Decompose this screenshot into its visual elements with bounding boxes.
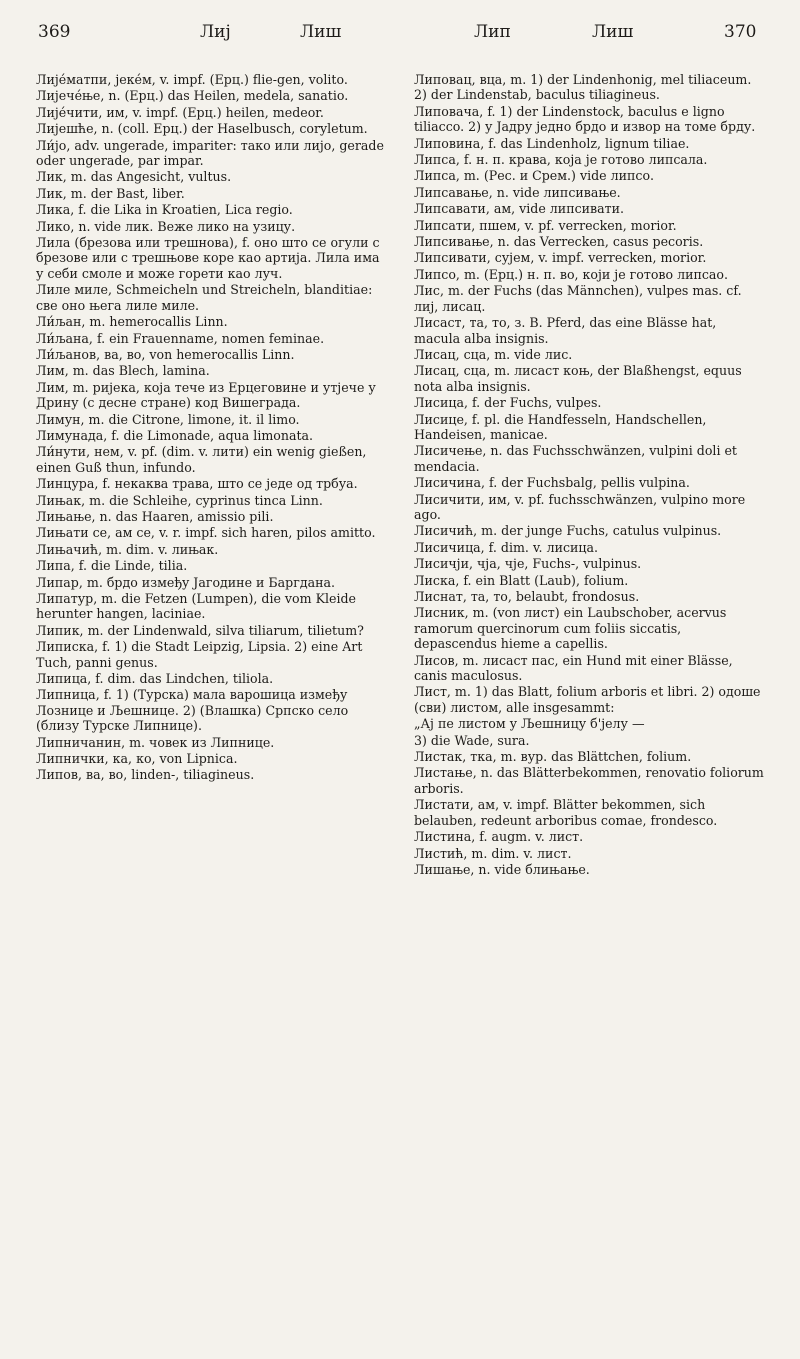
dictionary-entry: Лика, f. die Lika in Kroatien, Lica regio. xyxy=(36,202,293,218)
dictionary-entry: Липсивање, n. das Verrecken, casus pecoris. xyxy=(414,234,704,250)
dictionary-entry: Липа, f. die Linde, tilia. xyxy=(36,558,188,574)
dictionary-entry: Лијешће, n. (coll. Ерц.) der Haselbusch, coryletum. xyxy=(36,121,368,137)
dictionary-entry: Липница, f. 1) (Турска) мала варошица измеђy Лознице и Љешнице. 2) (Влашка) Српско село (близу Турске Липнице). xyxy=(36,687,349,734)
dictionary-entry: Лик, m. das Angesicht, vultus. xyxy=(36,169,232,185)
dictionary-entry: Лисичење, n. das Fuchsschwänzen, vulpini doli et mendacia. xyxy=(414,443,737,474)
dictionary-entry: Лисник, m. (von лист) ein Laubschober, acervus ramorum quercinorum cum foliis siccatis, depascendus hieme a capellis. xyxy=(414,605,727,652)
right-guide-word-2: Лиш xyxy=(592,22,634,42)
dictionary-entry: Липничанин, m. човек из Липнице. xyxy=(36,734,275,750)
dictionary-entry: Лим, m. ријека, која тече из Ерцеговине и утјече у Дрину (с десне стране) код Вишеграда. xyxy=(36,379,376,411)
dictionary-entry: Ли́јо, adv. ungerade, impariter: тако или лијо, gerade oder ungerade, par impar. xyxy=(36,137,384,169)
dictionary-entry: Липовац, вца, m. 1) der Lindenhonig, mel tiliaceum. 2) der Lindenstab, baculus tiliagineus. xyxy=(414,72,752,103)
dictionary-entry: Ли́љан, m. hemerocallis Linn. xyxy=(36,314,228,330)
right-column xyxy=(414,72,766,878)
dictionary-entry: Лињачић, m. dim. v. лињак. xyxy=(36,541,219,557)
dictionary-entry: Лиска, f. ein Blatt (Laub), folium. xyxy=(414,572,629,588)
dictionary-entry: Лик, m. der Bast, liber. xyxy=(36,185,185,201)
dictionary-entry: 3) die Wade, sura. xyxy=(414,732,530,748)
dictionary-entry: Лисичити, им, v. pf. fuchsschwänzen, vulpino more ago. xyxy=(414,491,746,522)
left-guide-word-2: Лиш xyxy=(300,22,342,42)
page-header xyxy=(0,22,800,52)
dictionary-entry: Лисица, f. der Fuchs, vulpes. xyxy=(414,395,602,411)
dictionary-entry: Лињати се, ам се, v. r. impf. sich haren, pilos amitto. xyxy=(36,525,376,541)
dictionary-entry: Липса, m. (Рес. и Срем.) vide липсо. xyxy=(414,168,655,184)
dictionary-entry: Липсивати, сујем, v. impf. verrecken, morior. xyxy=(414,250,707,266)
dictionary-entry: Лијече́ње, n. (Ерц.) das Heilen, medela, sanatio. xyxy=(36,88,349,104)
dictionary-entry: Линцура, f. некаква трава, што се једе од трбуа. xyxy=(36,476,358,492)
dictionary-entry: Листак, тка, m. вур. das Blättchen, folium. xyxy=(414,749,692,765)
dictionary-entry: Ли́љана, f. ein Frauenname, nomen feminae. xyxy=(36,330,325,346)
dictionary-entry: Лисац, сца, m. vide лис. xyxy=(414,346,573,362)
right-page-number: 370 xyxy=(724,22,757,42)
dictionary-entry: Лињање, n. das Haaren, amissio pili. xyxy=(36,508,274,524)
dictionary-entry: Лиле миле, Schmeicheln und Streicheln, blanditiae: све оно њега лиле миле. xyxy=(36,282,373,313)
dictionary-entry: Лимунада, f. die Limonade, aqua limonata. xyxy=(36,427,314,443)
dictionary-entry: „Ај пе листом у Љешницу б'јелу — xyxy=(414,716,645,732)
left-page-number: 369 xyxy=(38,22,71,42)
left-guide-word-1: Лиј xyxy=(200,22,231,42)
dictionary-entry: Липиска, f. 1) die Stadt Leipzig, Lipsia. 2) eine Art Tuch, panni genus. xyxy=(36,639,363,670)
right-guide-word-1: Лип xyxy=(474,22,511,42)
dictionary-entry: Лиснат, та, то, belaubt, frondosus. xyxy=(414,589,640,604)
dictionary-entry: Листина, f. augm. v. лист. xyxy=(414,829,584,845)
dictionary-entry: Лињак, m. die Schleihe, cyprinus tinca Linn. xyxy=(36,492,323,508)
dictionary-entry: Липсавати, ам, vide липсивати. xyxy=(414,201,624,217)
dictionary-entry: Ли́нути, нем, v. pf. (dim. v. лити) ein wenig gießen, einen Guß thun, infundo. xyxy=(36,444,367,475)
dictionary-entry: Лико, n. vide лик. Веже лико на узицу. xyxy=(36,218,296,234)
dictionary-entry: Липовина, f. das Lindenholz, lignum tiliae. xyxy=(414,135,690,151)
dictionary-entry: Лис, m. der Fuchs (das Männchen), vulpes mas. cf. лиј, лисац. xyxy=(414,283,742,314)
dictionary-entry: Лила (брезова или трешнова), f. оно што се огули с брезове или с трешњове коре као артија. Лила има у себи смоле и може горети као луч. xyxy=(36,235,380,281)
dictionary-entry: Лисице, f. pl. die Handfesseln, Handschellen, Handeisen, manicae. xyxy=(414,411,707,442)
dictionary-entry: Лисац, сца, m. лисаст коњ, der Blaßhengst, equus nota alba insignis. xyxy=(414,363,742,394)
dictionary-entry: Лист, m. 1) das Blatt, folium arboris et libri. 2) одоше (сви) листом, alle insgesammt: xyxy=(414,684,761,715)
dictionary-entry: Лисов, m. лисаст пас, ein Hund mit einer Blässe, canis maculosus. xyxy=(414,652,733,684)
dictionary-entry: Лим, m. das Blech, lamina. xyxy=(36,363,210,379)
dictionary-entry: Ли́љанов, ва, во, von hemerocallis Linn. xyxy=(36,346,295,362)
dictionary-entry: Липсавање, n. vide липсивање. xyxy=(414,184,621,200)
dictionary-entry: Лисичица, f. dim. v. лисица. xyxy=(414,539,599,555)
dictionary-entry: Липнички, ка, ко, von Lipnica. xyxy=(36,751,238,767)
dictionary-entry: Липовача, f. 1) der Lindenstock, baculus e ligno tiliacco. 2) у Јадру једно брдо и извор на томе брду. xyxy=(414,103,756,135)
dictionary-entry: Лишање, n. vide блињање. xyxy=(414,861,590,877)
dictionary-entry: Лимун, m. die Citrone, limone, it. il limo. xyxy=(36,411,300,427)
dictionary-entry: Лисаст, та, то, з. В. Pferd, das eine Blässe hat, macula alba insignis. xyxy=(414,315,717,346)
dictionary-entry: Листати, ам, v. impf. Blätter bekommen, sich belauben, redeunt arboribus comae, frondesco. xyxy=(414,797,718,828)
dictionary-entry: Липатур, m. die Fetzen (Lumpen), die vom Kleide herunter hangen, laciniae. xyxy=(36,591,357,622)
dictionary-entry: Лије́чити, им, v. impf. (Ерц.) heilen, medeor. xyxy=(36,104,324,120)
dictionary-entry: Липик, m. der Lindenwald, silva tiliarum, tilietum? xyxy=(36,622,364,638)
dictionary-entry: Листање, n. das Blätterbekommen, renovatio foliorum arboris. xyxy=(414,765,764,796)
dictionary-entry: Лисичји, чја, чје, Fuchs-, vulpinus. xyxy=(414,556,642,572)
dictionary-entry: Липсо, m. (Ерц.) н. п. во, који је готово липсао. xyxy=(414,266,729,282)
dictionary-entry: Липов, ва, во, linden-, tiliagineus. xyxy=(36,767,255,783)
dictionary-entry: Липсати, пшем, v. pf. verrecken, morior. xyxy=(414,217,677,233)
dictionary-entry: Липица, f. dim. das Lindchen, tiliola. xyxy=(36,671,274,687)
dictionary-entry: Лисичина, f. der Fuchsbalg, pellis vulpina. xyxy=(414,475,690,491)
left-column xyxy=(36,72,388,784)
dictionary-entry: Листић, m. dim. v. лист. xyxy=(414,845,572,861)
dictionary-entry: Липса, f. н. п. крава, која је готово липсала. xyxy=(414,152,708,168)
dictionary-entry: Липар, m. брдо измеђy Јагодине и Баргдана. xyxy=(36,574,336,590)
dictionary-entry: Лије́матпи, јеке́м, v. impf. (Ерц.) flie-gen, volito. xyxy=(36,72,348,87)
dictionary-entry: Лисичић, m. der junge Fuchs, catulus vulpinus. xyxy=(414,523,722,539)
